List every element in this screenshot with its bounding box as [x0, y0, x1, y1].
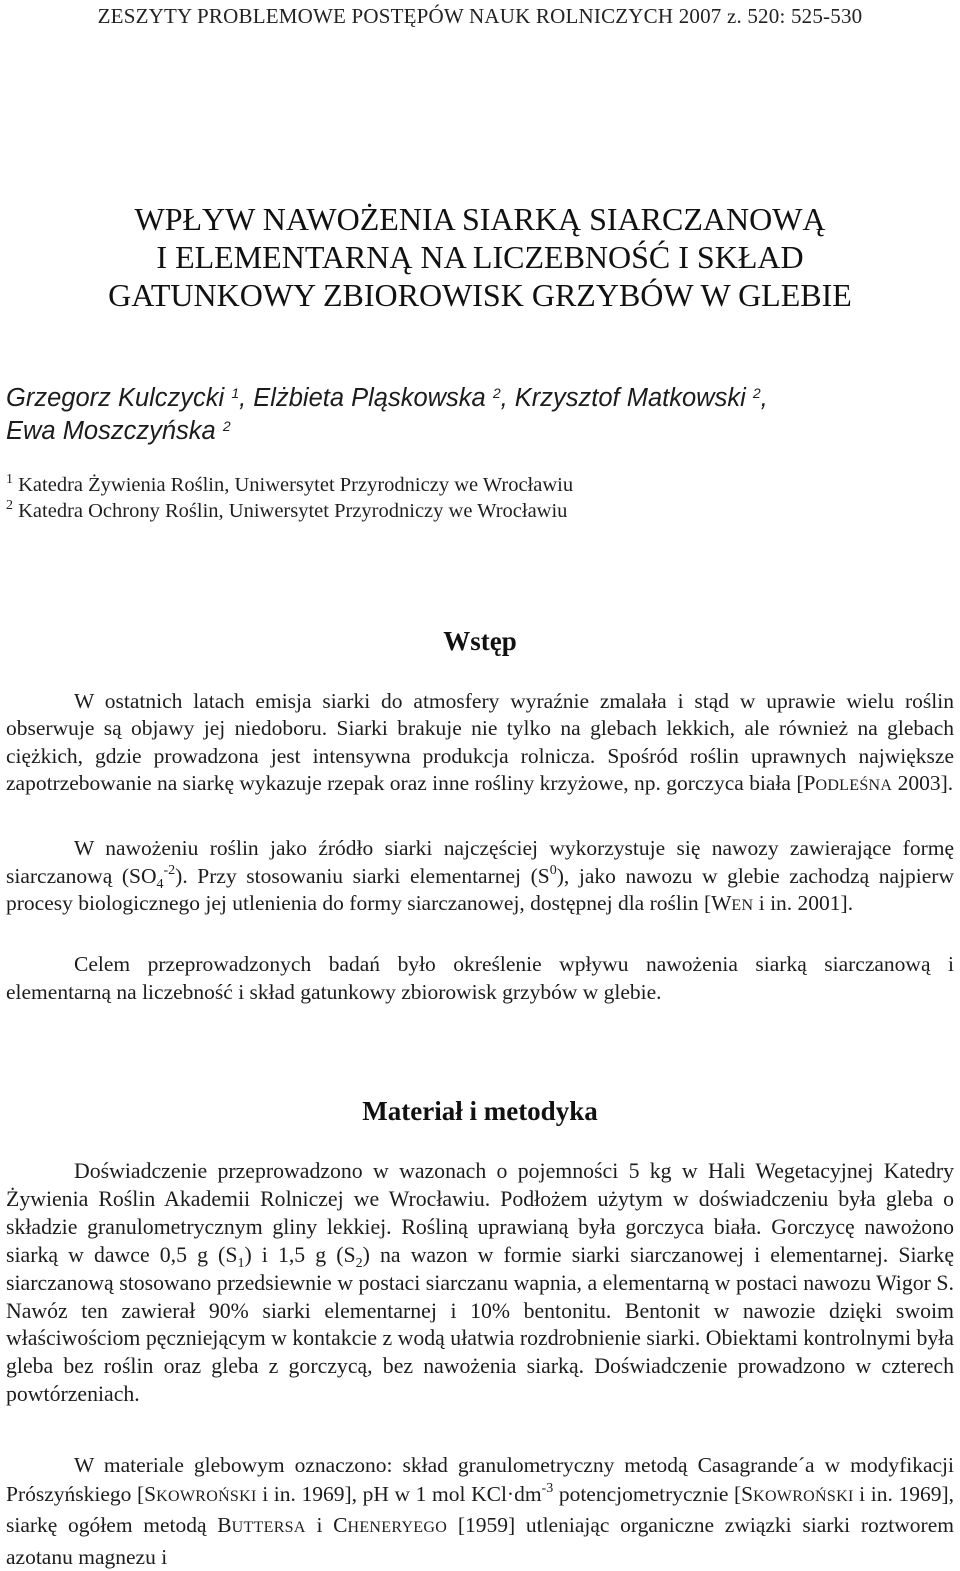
title-line-2: I ELEMENTARNĄ NA LICZEBNOŚĆ I SKŁAD — [156, 239, 804, 275]
methods-paragraph-2 — [6, 1451, 954, 1571]
section-heading-intro: Wstęp — [443, 626, 517, 656]
affiliation-2-mark: 2 — [6, 498, 13, 513]
subscript: 2 — [355, 1255, 363, 1271]
intro-p1-end: 2003]. — [892, 771, 954, 796]
superscript: 0 — [549, 862, 557, 878]
affiliation-2 — [6, 500, 956, 523]
author-2: , Elżbieta Pląskowska — [239, 384, 486, 412]
methods-paragraph-1 — [6, 1158, 954, 1409]
intro-p3-text: Celem przeprowadzonych badań było określenie wpływu nawożenia siarką siarczanową i elementarną na liczebność i skład gatunkowy zbiorowisk grzybów w glebie. — [6, 952, 954, 1004]
author-4: Ewa Moszczyńska — [6, 417, 216, 445]
methods-p2-text-2: i in. 1969], pH w 1 mol KCl·dm — [256, 1481, 542, 1506]
intro-p2-text: W nawożeniu roślin jako źródło siarki najczęściej wykorzystuje się nawozy zawierające formę siarczanową (SO — [6, 836, 954, 888]
methods-p1-text-2: ) i 1,5 g (S — [244, 1242, 356, 1267]
methods-p2-text-5: i C — [305, 1513, 348, 1538]
superscript: -3 — [541, 1480, 554, 1496]
affiliation-1-text: Katedra Żywienia Roślin, Uniwersytet Przyrodniczy we Wrocławiu — [18, 474, 574, 496]
methods-p2-text: W materiale glebowym oznaczono: skład granulometryczny metodą Casagrande´a w modyfikacji Prószyńskiego [S — [6, 1453, 954, 1506]
citation-smallcaps: KOWROŃSKI — [156, 1487, 257, 1505]
methods-p2-text-4: i in. 1969], siarkę ogółem metodą B — [6, 1481, 954, 1538]
author-separator: , — [760, 384, 768, 412]
intro-p2-end: i in. 2001]. — [753, 891, 854, 916]
author-list — [6, 382, 956, 448]
author-1-affil: 1 — [231, 385, 240, 401]
superscript: -2 — [163, 862, 176, 878]
methods-p1-text-3: ) na wazon w formie siarki siarczanowej i elementarnej. Siarkę siarczanową stosowano przedsiewnie w postaci siarczanu wapnia, a elementarną w postaci nawozu Wigor S. Nawóz ten zawierał 90% siarki elementarnej i 10% bentonitu. Bentonit w nawozie dzięki swoim właściwościom pęczniejącym w kontakcie z wodą ułatwia rozdrobnienie siarki. Obiektami kontrolnymi była gleba bez roślin oraz gleba z gorczycą, bez nawożenia siarką. Doświadczenie prowadzono w czterech powtórzeniach. — [6, 1242, 954, 1407]
article-title — [0, 200, 960, 314]
citation-smallcaps: HENERYEGO — [347, 1519, 448, 1537]
intro-paragraph-1 — [6, 688, 954, 800]
citation-smallcaps: UTTERSA — [231, 1519, 306, 1537]
methods-p1-text: Doświadczenie przeprowadzono w wazonach o pojemności 5 kg w Hali Wegetacyjnej Katedry Żywienia Roślin Akademii Rolniczej we Wrocławiu. Podłożem użytym w doświadczeniu była gleba o składzie granulometrycznym gliny lekkiej. Rośliną uprawianą była gorczyca biała. Gorczycę nawożono siarką w dawce 0,5 g (S — [6, 1159, 954, 1267]
citation-smallcaps: KOWROŃSKI — [753, 1487, 854, 1505]
author-1: Grzegorz Kulczycki — [6, 384, 225, 412]
intro-paragraph-2 — [6, 835, 954, 920]
intro-p2-text-2: ). Przy stosowaniu siarki elementarnej (S — [175, 863, 550, 888]
citation-smallcaps: ODLEŚNA — [815, 777, 893, 795]
subscript: 4 — [156, 876, 164, 892]
author-2-affil: 2 — [492, 385, 501, 401]
citation-smallcaps: EN — [731, 897, 754, 915]
affiliation-1 — [6, 474, 956, 497]
subscript: 1 — [237, 1255, 245, 1271]
author-3-affil: 2 — [752, 385, 761, 401]
intro-p2-text-3: ), jako nawozu w glebie zachodzą najpierw procesy biologicznego jej utlenienia do formy siarczanowej, dostępnej dla roślin [W — [6, 863, 954, 916]
affiliation-2-text: Katedra Ochrony Roślin, Uniwersytet Przyrodniczy we Wrocławiu — [18, 500, 568, 522]
title-line-3: GATUNKOWY ZBIOROWISK GRZYBÓW W GLEBIE — [108, 277, 852, 313]
intro-paragraph-3 — [6, 951, 954, 1006]
author-3: , Krzysztof Matkowski — [500, 384, 746, 412]
section-heading-methods: Materiał i metodyka — [362, 1096, 598, 1126]
affiliation-1-mark: 1 — [6, 472, 13, 487]
methods-p2-text-3: potencjometrycznie [S — [553, 1481, 754, 1506]
methods-p2-text-6: [1959] utleniając organiczne związki siarki roztworem azotanu magnezu i — [6, 1513, 954, 1569]
title-line-1: WPŁYW NAWOŻENIA SIARKĄ SIARCZANOWĄ — [134, 201, 826, 237]
journal-header: ZESZYTY PROBLEMOWE POSTĘPÓW NAUK ROLNICZYCH 2007 z. 520: 525-530 — [97, 4, 863, 28]
author-4-affil: 2 — [222, 418, 231, 434]
intro-p1-text: W ostatnich latach emisja siarki do atmosfery wyraźnie zmalała i stąd w uprawie wielu roślin obserwuje są objawy jej niedoboru. Siarki brakuje nie tylko na glebach lekkich, ale również na glebach ciężkich, gdzie prowadzona jest intensywna produkcja rolnicza. Spośród roślin uprawnych największe zapotrzebowanie na siarkę wykazuje rzepak oraz inne rośliny krzyżowe, np. gorczyca biała [P — [6, 689, 954, 796]
